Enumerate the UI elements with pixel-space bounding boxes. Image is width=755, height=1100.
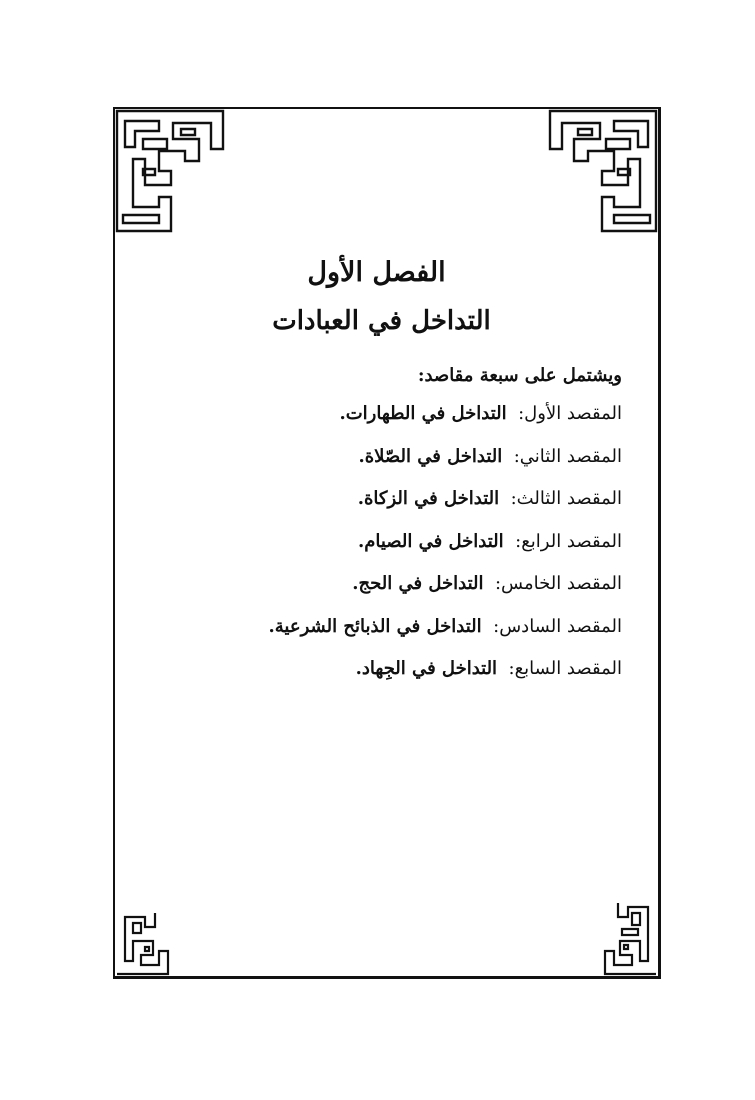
section-topic: التداخل في الذبائح الشرعية.	[268, 615, 482, 637]
page-border-frame	[113, 107, 661, 979]
section-item	[115, 393, 622, 436]
section-topic: التداخل في الصّلاة.	[358, 445, 503, 467]
corner-ornament-bottom-right-icon	[603, 901, 658, 976]
page-content	[115, 249, 658, 691]
section-topic: التداخل في الطهارات.	[339, 403, 507, 424]
section-item	[115, 521, 622, 564]
chapter-title: الفصل الأول	[307, 257, 446, 288]
chapter-intro: ويشتمل على سبعة مقاصد:	[417, 365, 622, 386]
section-item	[115, 563, 622, 606]
section-label: المقصد السادس	[499, 615, 622, 637]
section-item	[115, 606, 622, 649]
section-separator: :	[493, 615, 500, 637]
section-topic: التداخل في الزكاة.	[357, 488, 500, 509]
section-label: المقصد السابع	[514, 658, 622, 679]
chapter-subtitle: التداخل في العبادات	[272, 306, 491, 336]
section-label: المقصد الأول	[524, 403, 622, 424]
section-separator: :	[494, 573, 502, 594]
section-separator: :	[518, 403, 525, 424]
section-topic: التداخل في الجِهاد.	[355, 658, 498, 679]
corner-ornament-bottom-left-icon	[115, 911, 170, 976]
section-item	[115, 648, 622, 691]
corner-ornament-top-right-icon	[548, 109, 658, 234]
corner-ornament-top-left-icon	[115, 109, 225, 234]
sections-list	[115, 393, 658, 691]
section-separator: :	[515, 530, 522, 552]
section-label: المقصد الخامس	[501, 573, 622, 594]
section-label: المقصد الثاني	[519, 445, 622, 467]
section-label: المقصد الثالث	[516, 488, 622, 509]
section-separator: :	[513, 445, 520, 467]
section-separator: :	[508, 658, 515, 679]
section-label: المقصد الرابع	[521, 530, 622, 552]
section-topic: التداخل في الحج.	[352, 573, 484, 594]
section-separator: :	[510, 488, 517, 509]
section-item	[115, 436, 622, 479]
section-topic: التداخل في الصيام.	[357, 530, 504, 552]
section-item	[115, 478, 622, 521]
